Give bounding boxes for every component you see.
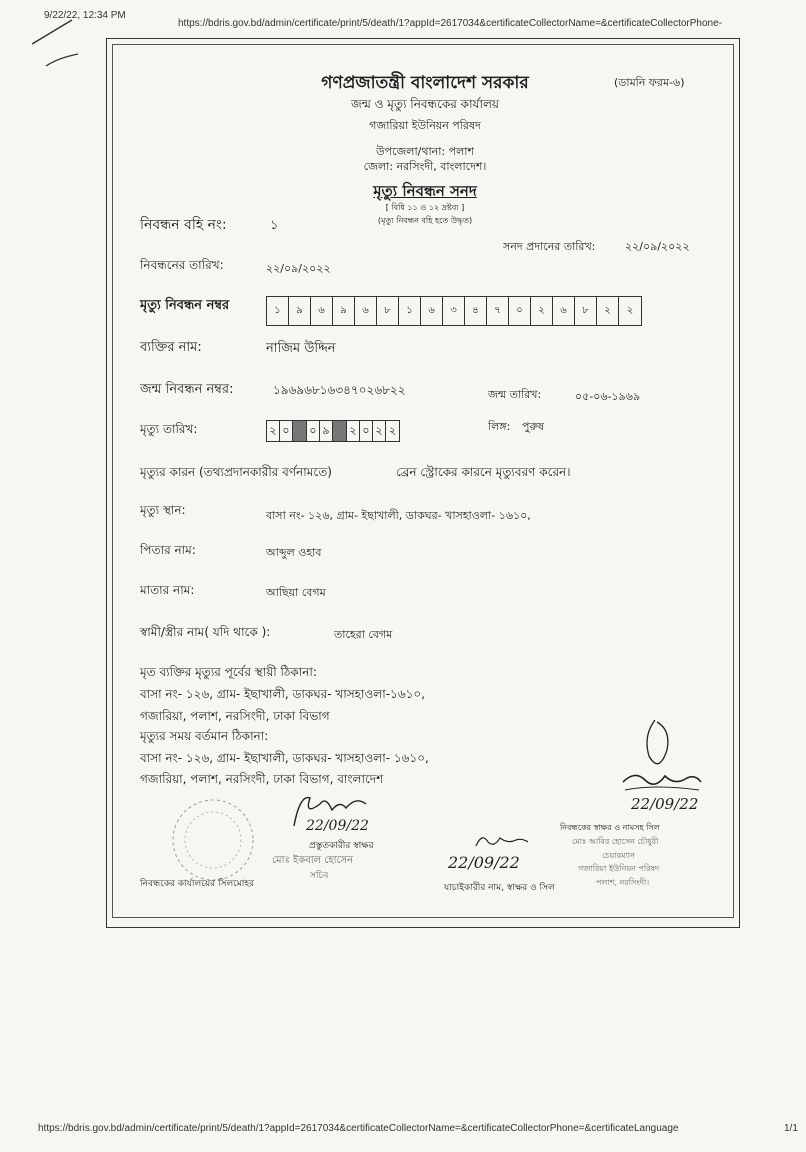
- print-url-footer: https://bdris.gov.bd/admin/certificate/print/5/death/1?appId=2617034&certificateCollectorName=&certificateCollectorPhone=&certificateLanguage: [38, 1123, 679, 1134]
- print-page-number: 1/1: [784, 1123, 798, 1134]
- office-seal-label: নিবন্ধকের কার্যালয়ের সিলমোহর: [140, 879, 255, 889]
- death-date-digit: ০: [280, 421, 293, 441]
- father-name-value: আব্দুল ওহাব: [266, 546, 322, 559]
- birth-reg-value: ১৯৬৯৬৮১৬৩৪৭০২৬৮২২: [273, 383, 406, 397]
- preparer-signature-date: 22/09/22: [306, 818, 369, 834]
- permanent-address-label: মৃত ব্যক্তির মৃত্যুর পূর্বের স্থায়ী ঠিকানা:: [140, 665, 317, 679]
- birth-reg-label: জন্ম নিবন্ধন নম্বর:: [140, 382, 234, 397]
- birth-date-label: জন্ম তারিখ:: [488, 388, 542, 401]
- death-date-digit: ২: [388, 423, 397, 437]
- registrar-signature-date: 22/09/22: [631, 795, 699, 813]
- government-title: গণপ্রজাতন্ত্রী বাংলাদেশ সরকার: [321, 73, 529, 93]
- mother-name-label: মাতার নাম:: [140, 583, 195, 597]
- date-separator: [333, 421, 347, 441]
- verifier-label: যাচাইকারীর নাম, স্বাক্ষর ও সিল: [444, 883, 555, 893]
- spouse-name-label: স্বামী/স্ত্রীর নাম( যদি থাকে ):: [140, 625, 271, 639]
- reg-number-digit: ৪: [465, 297, 487, 325]
- print-url-header: https://bdris.gov.bd/admin/certificate/print/5/death/1?appId=2617034&certificateCollectorName=&certificateCollectorPhone-: [178, 18, 723, 29]
- permanent-address-line2: গজারিয়া, পলাশ, নরসিংদী, ঢাকা বিভাগ: [140, 709, 330, 723]
- verifier-signature-date: 22/09/22: [448, 853, 520, 872]
- upazila-name: উপজেলা/থানা: পলাশ: [375, 145, 475, 158]
- reg-number-digit: ১: [399, 297, 421, 325]
- death-date-digit: ২: [347, 421, 360, 441]
- person-name-value: নাজিম উদ্দিন: [266, 341, 336, 356]
- death-reg-number-label: মৃত্যু নিবন্ধন নম্বর: [140, 298, 230, 313]
- reg-number-digit: ৩: [443, 297, 465, 325]
- reg-number-digit: ৬: [311, 297, 333, 325]
- registrar-union: গজারিয়া ইউনিয়ন পরিষদ: [578, 864, 660, 873]
- cause-of-death-value: ব্রেন স্ট্রোকের কারনে মৃত্যুবরণ করেন।: [396, 465, 571, 479]
- preparer-name: মোঃ ইকবাল হোসেন: [272, 855, 354, 866]
- rule-note: [ বিধি ১১ ও ১২ দ্রষ্টব্য ]: [385, 203, 465, 212]
- reg-number-digit: ৯: [289, 297, 311, 325]
- birth-date-value: ০৫-০৬-১৯৬৯: [575, 390, 641, 403]
- certificate-title: মৃত্যু নিবন্ধন সনদ: [373, 182, 477, 200]
- district-name: জেলা: নরসিংদী, বাংলাদেশ।: [363, 160, 487, 173]
- spouse-name-value: তাহেরা বেগম: [334, 628, 393, 641]
- registrar-role: চেয়ারম্যান: [602, 851, 635, 860]
- pen-mark: [28, 14, 88, 74]
- place-of-death-label: মৃত্যু স্থান:: [140, 503, 186, 517]
- death-date-digit: ২: [373, 421, 386, 441]
- registrar-place: পলাশ, নরসিংদী।: [596, 878, 650, 887]
- reg-number-digit: ৯: [333, 297, 355, 325]
- preparer-label: প্রস্তুতকারীর স্বাক্ষর: [309, 841, 374, 851]
- mother-name-value: আছিয়া বেগম: [266, 586, 326, 599]
- register-book-label: নিবন্ধন বহি নং:: [140, 217, 227, 233]
- registrar-name: মোঃ আবির হোসেন চৌধুরী: [572, 837, 659, 846]
- death-date-digit: ২: [267, 421, 280, 441]
- verifier-signature: [472, 830, 532, 852]
- reg-number-digit: ২: [597, 297, 619, 325]
- office-name: জন্ম ও মৃত্যু নিবন্ধকের কার্যালয়: [351, 97, 499, 111]
- registration-date-value: ২২/০৯/২০২২: [266, 262, 331, 275]
- reg-number-digit: ৬: [421, 297, 443, 325]
- registrar-label: নিবন্ধকের স্বাক্ষর ও নামসহ সিল: [560, 823, 660, 832]
- register-book-value: ১: [270, 218, 279, 233]
- reg-number-digit: ৮: [377, 297, 399, 325]
- death-reg-number-grid: [266, 296, 642, 326]
- reg-number-digit: ৬: [553, 297, 575, 325]
- date-separator: [293, 421, 307, 441]
- person-name-label: ব্যক্তির নাম:: [140, 340, 202, 355]
- place-of-death-value: বাসা নং- ১২৬, গ্রাম- ইছাখালী, ডাকঘর- খাসহাওলা- ১৬১০,: [266, 509, 531, 522]
- death-date-digit: ৯: [320, 421, 333, 441]
- death-date-digit: ০: [307, 421, 320, 441]
- reg-number-digit: ২: [531, 297, 553, 325]
- issue-date-value: ২২/০৯/২০২২: [625, 240, 690, 253]
- form-reference: (ডামনি ফরম-৬): [614, 76, 685, 89]
- book-note: (মৃত্যু নিবন্ধন বহি হতে উদ্ধৃত): [377, 216, 473, 225]
- reg-number-digit: ৮: [575, 297, 597, 325]
- reg-number-digit: ২: [626, 304, 634, 316]
- gender-value: পুরুষ: [522, 420, 544, 433]
- issue-date-label: সনদ প্রদানের তারিখ:: [503, 240, 596, 253]
- preparer-role: সচিব: [310, 871, 329, 881]
- death-date-boxes: [266, 420, 400, 442]
- father-name-label: পিতার নাম:: [140, 543, 196, 557]
- print-datetime: 9/22/22, 12:34 PM: [44, 10, 126, 21]
- union-name: গজারিয়া ইউনিয়ন পরিষদ: [369, 119, 481, 132]
- current-address-line1: বাসা নং- ১২৬, গ্রাম- ইছাখালী, ডাকঘর- খাসহাওলা- ১৬১০,: [140, 751, 429, 765]
- reg-number-digit: ৬: [355, 297, 377, 325]
- reg-number-digit: ১: [267, 297, 289, 325]
- current-address-line2: গজারিয়া, পলাশ, নরসিংদী, ঢাকা বিভাগ, বাংলাদেশ: [140, 772, 384, 786]
- reg-number-digit: ০: [509, 297, 531, 325]
- current-address-label: মৃত্যুর সময় বর্তমান ঠিকানা:: [140, 729, 269, 743]
- gender-label: লিঙ্গ:: [488, 420, 511, 433]
- permanent-address-line1: বাসা নং- ১২৬, গ্রাম- ইছাখালী, ডাকঘর- খাসহাওলা-১৬১০,: [140, 687, 426, 701]
- death-date-digit: ০: [360, 421, 373, 441]
- reg-number-digit: ৭: [487, 297, 509, 325]
- cause-of-death-label: মৃত্যুর কারন (তথ্যপ্রদানকারীর বর্ণনামতে): [140, 465, 332, 479]
- registrar-signature: [615, 716, 705, 802]
- office-seal-stamp: [168, 792, 258, 888]
- registration-date-label: নিবন্ধনের তারিখ:: [140, 258, 224, 272]
- death-date-label: মৃত্যু তারিখ:: [140, 422, 198, 436]
